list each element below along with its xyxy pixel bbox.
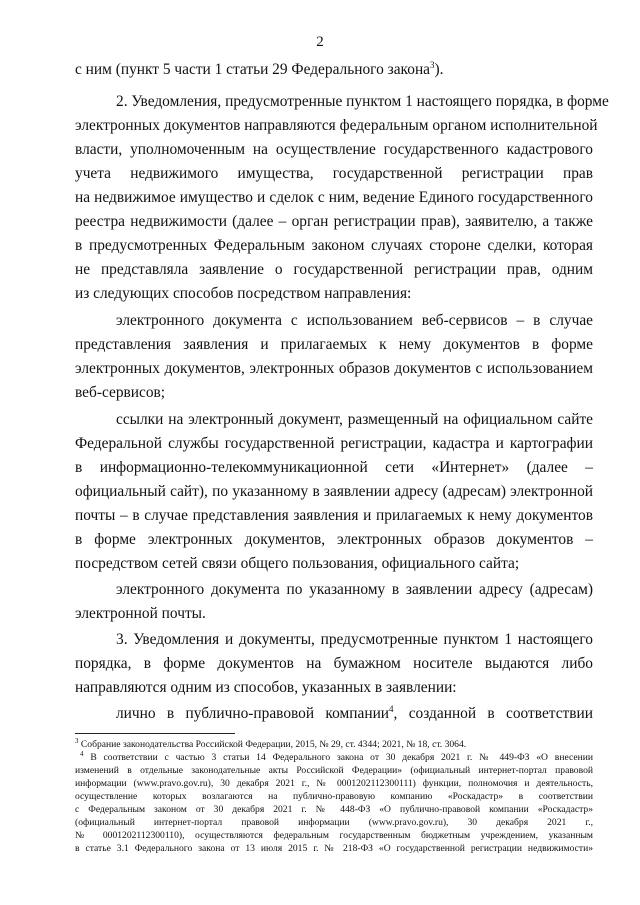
footnote-mark: 4 [80, 750, 84, 758]
paragraph-line: реестра недвижимости (далее – орган регистрации прав), заявителю, а также [75, 213, 593, 230]
paragraph-line: электронного документа с использованием веб-сервисов – в случае [116, 312, 593, 329]
paragraph-line: электронных документов направляются федеральным органом исполнительной [75, 117, 598, 134]
footnote-4-line: № 0001202112300110), осуществляются федеральным государственным бюджетным учреждением, указанным [75, 830, 593, 841]
footnote-text: В соответствии с частью 3 статьи 14 Федерального закона от 30 декабря 2021 г. № 449-ФЗ «О внесении [90, 752, 593, 763]
footnote-4-line [80, 752, 593, 765]
paragraph-line: 3. Уведомления и документы, предусмотренные пунктом 1 настоящего [116, 631, 593, 648]
paragraph-line: электронного документа по указанному в заявлении адресу (адресам) [116, 581, 593, 598]
paragraph-line [116, 704, 593, 724]
footnote-3 [75, 739, 593, 752]
paragraph-line: в форме электронных документов, электронных образов документов – [75, 531, 593, 548]
paragraph-line: порядка, в форме документов на бумажном носителе выдаются либо [75, 655, 593, 672]
paragraph-line: представления заявления и прилагаемых к нему документов в форме [75, 336, 593, 353]
paragraph-line [75, 60, 593, 80]
paragraph-line: власти, уполномоченным на осуществление государственного кадастрового [75, 141, 593, 158]
page-number: 2 [316, 34, 324, 50]
paragraph-line: из следующих способов посредством направления: [75, 285, 412, 302]
paragraph-line: 2. Уведомления, предусмотренные пунктом 1 настоящего порядка, в форме [116, 93, 609, 110]
footnote-4-line: в статье 3.1 Федерального закона от 13 июля 2015 г. № 218-ФЗ «О государственной регистрации недвижимости» [75, 843, 593, 854]
paragraph-line: в информационно-телекоммуникационной сети «Интернет» (далее – [75, 459, 593, 476]
line-text: с ним (пункт 5 части 1 статьи 29 Федерального закона [75, 61, 431, 78]
footnote-4-line: (официальный интернет-портал правовой информации (www.pravo.gov.ru), 30 декабря 2021 г., [75, 817, 593, 828]
footnote-4-line: осуществление которых возлагаются на публично-правовую компанию «Роскадастр» в соответствии [75, 791, 593, 802]
footnote-ref: 4 [389, 704, 394, 714]
paragraph-line: посредством сетей связи общего пользования, официального сайта; [75, 555, 520, 572]
footnote-ref: 3 [430, 60, 435, 70]
footnote-4-line: изменений в отдельные законодательные акты Российской Федерации» (официальный интернет-портал правовой [75, 765, 593, 776]
paragraph-line: в предусмотренных Федеральным законом случаях стороне сделки, которая [75, 237, 593, 254]
footnote-mark: 3 [75, 737, 79, 745]
line-text: ). [434, 61, 444, 78]
footnote-text: Собрание законодательства Российской Федерации, 2015, № 29, ст. 4344; 2021, № 18, ст. 3064. [80, 739, 467, 750]
paragraph-line: электронной почты. [75, 605, 206, 622]
paragraph-line: Федеральной службы государственной регистрации, кадастра и картографии [75, 435, 593, 452]
paragraph-line: направляются одним из способов, указанных в заявлении: [75, 679, 457, 696]
paragraph-line: электронных документов, электронных образов документов с использованием [75, 360, 593, 377]
footnote-4-line: информации (www.pravo.gov.ru), 30 декабря 2021 г., № 0001202112300111) функции, полномочия и деятельность, [75, 778, 593, 789]
line-text: лично в публично-правовой компании [116, 705, 390, 722]
paragraph-line: на недвижимое имущество и сделок с ним, ведение Единого государственного [75, 189, 593, 206]
line-text: , созданной в соответствии [393, 705, 593, 722]
paragraph-line: учета недвижимого имущества, государственной регистрации прав [75, 165, 593, 182]
paragraph-line: не представляла заявление о государственной регистрации прав, одним [75, 261, 593, 278]
footnote-4-line: с Федеральным законом от 30 декабря 2021 г. № 448-ФЗ «О публично-правовой компании «Роскадастр» [75, 804, 593, 815]
paragraph-line: веб-сервисов; [75, 384, 166, 401]
paragraph-line: ссылки на электронный документ, размещенный на официальном сайте [116, 411, 593, 428]
footnote-separator [75, 733, 235, 734]
paragraph-line: почты – в случае представления заявления и прилагаемых к нему документов [75, 507, 593, 524]
paragraph-line: официальный сайт), по указанному в заявлении адресу (адресам) электронной [75, 483, 593, 500]
